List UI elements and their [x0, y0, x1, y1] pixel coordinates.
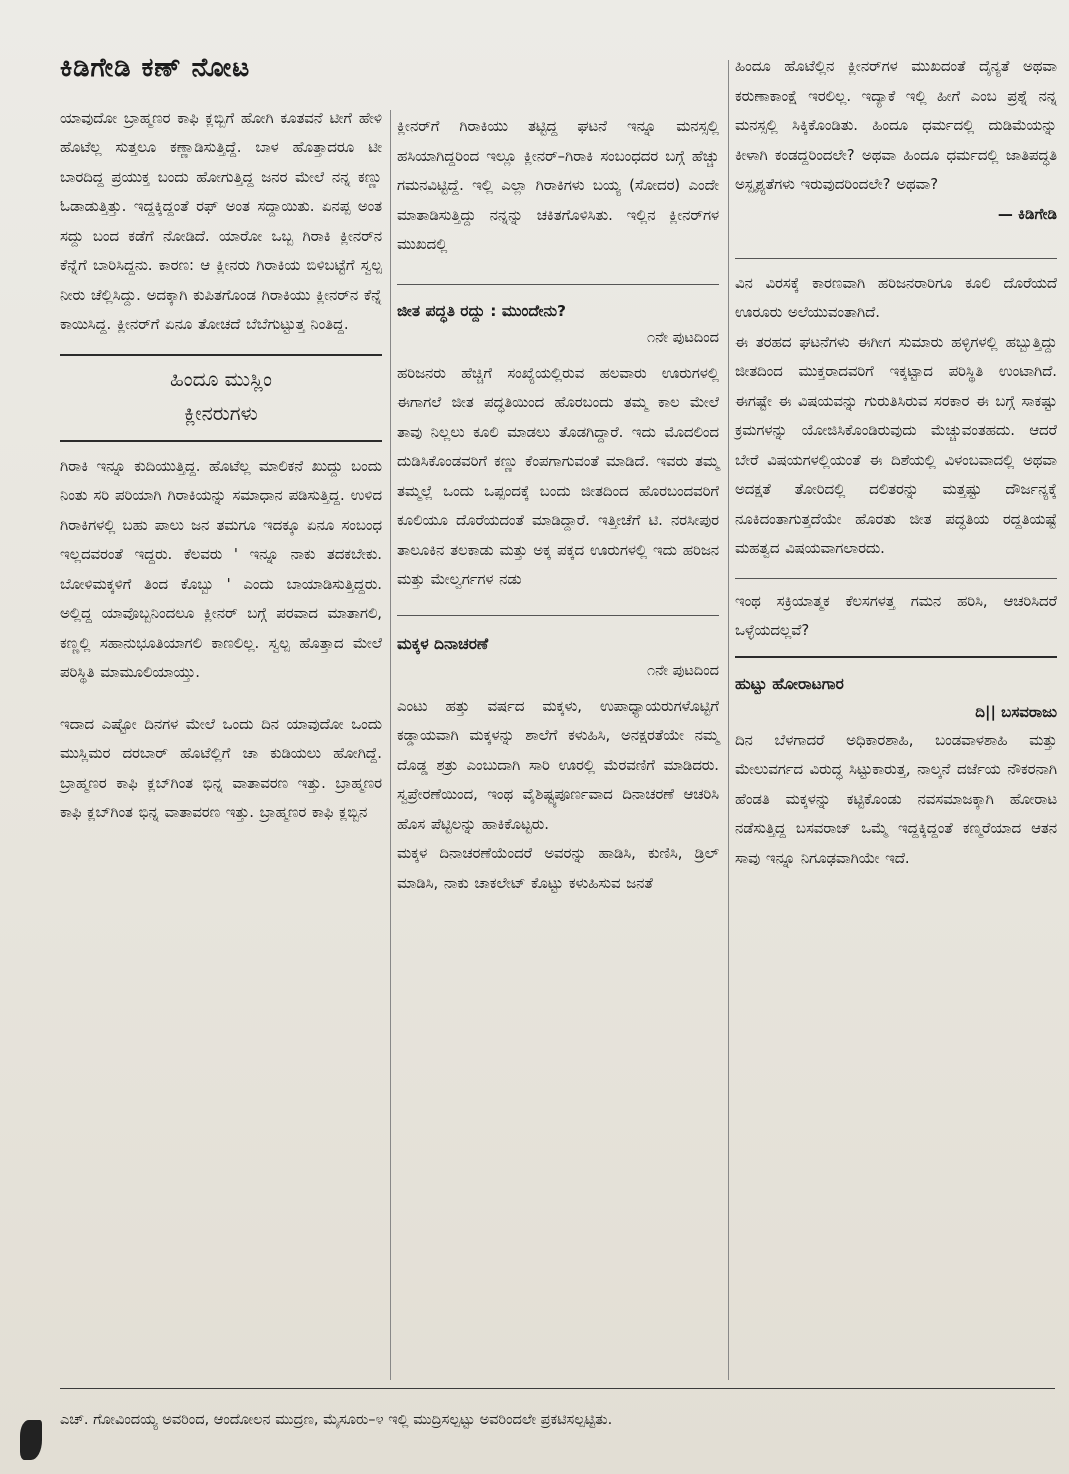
divider	[397, 615, 719, 616]
continued-from: ೧ನೇ ಪುಟದಿಂದ	[647, 329, 719, 346]
article-headline: ಕಿಡಿಗೇಡಿ ಕಣ್ ನೋಟ	[60, 53, 251, 83]
divider	[60, 440, 382, 442]
article-paragraph: ಈ ತರಹದ ಘಟನೆಗಳು ಈಗೀಗ ಸುಮಾರು ಹಳ್ಳಿಗಳಲ್ಲಿ ಹಬ್ಬುತ್ತಿದ್ದು ಜೀತದಿಂದ ಮುಕ್ತರಾದವರಿಗೆ ಇಕ್ಕಟ್ಟಾದ ಪರಿಸ್ಥಿತಿ ಉಂಟಾಗಿದೆ. ಈಗಷ್ಟೇ ಈ ವಿಷಯವನ್ನು ಗುರುತಿಸಿರುವ ಸರಕಾರ ಈ ಬಗ್ಗೆ ಸಾಕಷ್ಟು ಕ್ರಮಗಳನ್ನು ಯೋಜಿಸಿಕೊಂಡಿರುವುದು ಮೆಚ್ಚುವಂತಹದು. ಆದರೆ ಬೇರೆ ವಿಷಯಗಳಲ್ಲಿಯಂತೆ ಈ ದಿಶೆಯಲ್ಲಿ ವಿಳಂಬವಾದಲ್ಲಿ ಅಥವಾ ಅದಕ್ಷತೆ ತೋರಿದಲ್ಲಿ ದಲಿತರನ್ನು ಮತ್ತಷ್ಟು ದೌರ್ಜನ್ಯಕ್ಕೆ ನೂಕಿದಂತಾಗುತ್ತದೆಯೇ ಹೊರತು ಜೀತ ಪದ್ಧತಿಯ ರದ್ದತಿಯಷ್ಟೆ ಮಹತ್ವದ ವಿಷಯವಾಗಲಾರದು.	[735, 333, 1057, 557]
page-stain	[20, 1420, 42, 1460]
section-title-line: ಕ್ಲೀನರುಗಳು	[184, 400, 258, 425]
article-paragraph: ಯಾವುದೋ ಬ್ರಾಹ್ಮಣರ ಕಾಫಿ ಕ್ಲಬ್ಬಿಗೆ ಹೋಗಿ ಕೂತವನೆ ಟೀಗೆ ಹೇಳಿ ಹೊಟೆಲ್ಲ ಸುತ್ತಲೂ ಕಣ್ಣಾಡಿಸುತ್ತಿದ್ದೆ. ಬಾಳ ಹೊತ್ತಾದರೂ ಟೀ ಬಾರದಿದ್ದ ಪ್ರಯುಕ್ತ ಬಂದು ಹೋಗುತ್ತಿದ್ದ ಜನರ ಮೇಲೆ ನನ್ನ ಕಣ್ಣು ಓಡಾಡುತ್ತಿತ್ತು. ಇದ್ದಕ್ಕಿದ್ದಂತೆ ರಫ್ ಅಂತ ಸದ್ದಾಯಿತು. ಏನಪ್ಪ ಅಂತ ಸದ್ದು ಬಂದ ಕಡೆಗೆ ನೋಡಿದೆ. ಯಾರೋ ಒಬ್ಬ ಗಿರಾಕಿ ಕ್ಲೀನರ್‌ನ ಕೆನ್ನೆಗೆ ಬಾರಿಸಿದ್ದನು. ಕಾರಣ: ಆ ಕ್ಲೀನರು ಗಿರಾಕಿಯ ಬಿಳಿಬಟ್ಟೆಗೆ ಸ್ವಲ್ಪ ನೀರು ಚೆಲ್ಲಿಸಿದ್ದು. ಅದಕ್ಕಾಗಿ ಕುಪಿತಗೊಂಡ ಗಿರಾಕಿಯು ಕ್ಲೀನರ್‌ನ ಕೆನ್ನೆ ಕಾಯಿಸಿದ್ದ. ಕ್ಲೀನರ್‌ಗೆ ಏನೂ ತೋಚದೆ ಬೆಬೆಗುಟ್ಟುತ್ತ ನಿಂತಿದ್ದ.	[60, 109, 382, 334]
column-separator	[390, 110, 391, 1380]
article-paragraph: ಎಂಟು ಹತ್ತು ವರ್ಷದ ಮಕ್ಕಳು, ಉಪಾಧ್ಯಾಯರುಗಳೊಟ್ಟಿಗೆ ಕಡ್ಡಾಯವಾಗಿ ಮಕ್ಕಳನ್ನು ಶಾಲೆಗೆ ಕಳುಹಿಸಿ, ಅನಕ್ಷರತೆಯೇ ನಮ್ಮ ದೊಡ್ಡ ಶತ್ರು ಎಂಬುದಾಗಿ ಸಾರಿ ಊರಲ್ಲಿ ಮೆರವಣಿಗೆ ಮಾಡಿದರು. ಸ್ವಪ್ರೇರಣೆಯಿಂದ, ಇಂಥ ವೈಶಿಷ್ಟ್ಯಪೂರ್ಣವಾದ ದಿನಾಚರಣೆ ಆಚರಿಸಿ ಹೊಸ ಪೆಟ್ಟಿಲನ್ನು ಹಾಕಿಕೊಟ್ಟರು.	[397, 697, 719, 833]
article-paragraph: ಇಂಥ ಸಕ್ರಿಯಾತ್ಮಕ ಕೆಲಸಗಳತ್ತ ಗಮನ ಹರಿಸಿ, ಆಚರಿಸಿದರೆ ಒಳ್ಳೆಯದಲ್ಲವೆ?	[735, 592, 1057, 639]
article-paragraph: ದಿನ ಬೆಳಗಾದರೆ ಅಧಿಕಾರಶಾಹಿ, ಬಂಡವಾಳಶಾಹಿ ಮತ್ತು ಮೇಲುವರ್ಗದ ವಿರುದ್ಧ ಸಿಟ್ಟುಕಾರುತ್ತ, ನಾಲ್ಕನೆ ದರ್ಜೆಯ ನೌಕರನಾಗಿ ಹೆಂಡತಿ ಮಕ್ಕಳನ್ನು ಕಟ್ಟಿಕೊಂಡು ನವಸಮಾಜಕ್ಕಾಗಿ ಹೋರಾಟ ನಡೆಸುತ್ತಿದ್ದ ಬಸವರಾಜ್ ಒಮ್ಮೆ ಇದ್ದಕ್ಕಿದ್ದಂತೆ ಕಣ್ಮರೆಯಾದ ಆತನ ಸಾವು ಇನ್ನೂ ನಿಗೂಢವಾಗಿಯೇ ಇದೆ.	[735, 731, 1057, 867]
article-paragraph: ಹಿಂದೂ ಹೊಟೆಲ್ಲಿನ ಕ್ಲೀನರ್‌ಗಳ ಮುಖದಂತೆ ದೈನ್ಯತೆ ಅಥವಾ ಕರುಣಾಕಾಂಕ್ಷೆ ಇರಲಿಲ್ಲ. ಇದ್ಯಾಕೆ ಇಲ್ಲಿ ಹೀಗೆ ಎಂಬ ಪ್ರಶ್ನೆ ನನ್ನ ಮನಸ್ಸಲ್ಲಿ ಸಿಕ್ಕಿಕೊಂಡಿತು. ಹಿಂದೂ ಧರ್ಮದಲ್ಲಿ ದುಡಿಮೆಯನ್ನು ಕೀಳಾಗಿ ಕಂಡದ್ದರಿಂದಲೇ? ಅಥವಾ ಹಿಂದೂ ಧರ್ಮದಲ್ಲಿ ಜಾತಿಪದ್ಧತಿ ಅಸ್ಪೃಶ್ಯತೆಗಳು ಇರುವುದರಿಂದಲೇ? ಅಥವಾ?	[735, 58, 1057, 193]
subarticle-title: ಮಕ್ಕಳ ದಿನಾಚರಣೆ	[397, 634, 489, 653]
column-separator	[728, 60, 729, 1380]
column-3	[735, 52, 1057, 873]
subarticle-title: ಜೀತ ಪದ್ಧತಿ ರದ್ದು : ಮುಂದೇನು?	[397, 301, 567, 320]
article-paragraph: ಹರಿಜನರು ಹೆಚ್ಚಿಗೆ ಸಂಖ್ಯೆಯಲ್ಲಿರುವ ಹಲವಾರು ಊರುಗಳಲ್ಲಿ ಈಗಾಗಲೆ ಜೀತ ಪದ್ಧತಿಯಿಂದ ಹೊರಬಂದು ತಮ್ಮ ಕಾಲ ಮೇಲೆ ತಾವು ನಿಲ್ಲಲು ಕೂಲಿ ಮಾಡಲು ತೊಡಗಿದ್ದಾರೆ. ಇದು ಮೊದಲಿಂದ ದುಡಿಸಿಕೊಂಡವರಿಗೆ ಕಣ್ಣು ಕೆಂಪಗಾಗುವಂತೆ ಮಾಡಿದೆ. ಇವರು ತಮ್ಮ ತಮ್ಮಲ್ಲೆ ಒಂದು ಒಪ್ಪಂದಕ್ಕೆ ಬಂದು ಜೀತದಿಂದ ಹೊರಬಂದವರಿಗೆ ಕೂಲಿಯೂ ದೊರೆಯದಂತೆ ಮಾಡಿದ್ದಾರೆ. ಇತ್ತೀಚೆಗೆ ಟಿ. ನರಸೀಪುರ ತಾಲೂಕಿನ ತಲಕಾಡು ಮತ್ತು ಅಕ್ಕ ಪಕ್ಕದ ಊರುಗಳಲ್ಲಿ ಇದು ಹರಿಜನ ಮತ್ತು ಮೇಲ್ವರ್ಗಗಳ ನಡು	[397, 364, 719, 588]
divider	[735, 656, 1057, 658]
article-paragraph: ಇದಾದ ಎಷ್ಟೋ ದಿನಗಳ ಮೇಲೆ ಒಂದು ದಿನ ಯಾವುದೋ ಒಂದು ಮುಸ್ಲಿಮರ ದರಬಾರ್ ಹೊಟೆಲ್ಲಿಗೆ ಚಾ ಕುಡಿಯಲು ಹೋಗಿದ್ದೆ. ಬ್ರಾಹ್ಮಣರ ಕಾಫಿ ಕ್ಲಬ್‌ಗಿಂತ ಭಿನ್ನ ವಾತಾವರಣ ಇತ್ತು. ಬ್ರಾಹ್ಮಣರ ಕಾಫಿ ಕ್ಲಬ್‌ಗಿಂತ ಭಿನ್ನ ವಾತಾವರಣ ಇತ್ತು. ಬ್ರಾಹ್ಮಣರ ಕಾಫಿ ಕ್ಲಬ್ಬಿನ	[60, 715, 382, 822]
author-signature: — ಕಿಡಿಗೇಡಿ	[997, 204, 1057, 223]
article-paragraph: ಕ್ಲೀನರ್‌ಗೆ ಗಿರಾಕಿಯು ತಟ್ಟಿದ್ದ ಘಟನೆ ಇನ್ನೂ ಮನಸ್ಸಲ್ಲಿ ಹಸಿಯಾಗಿದ್ದರಿಂದ ಇಲ್ಲೂ ಕ್ಲೀನರ್–ಗಿರಾಕಿ ಸಂಬಂಧದರ ಬಗ್ಗೆ ಹೆಚ್ಚು ಗಮನವಿಟ್ಟಿದ್ದೆ. ಇಲ್ಲಿ ಎಲ್ಲಾ ಗಿರಾಕಿಗಳು ಬಯ್ಯ (ಸೋದರ) ಎಂದೇ ಮಾತಾಡಿಸುತ್ತಿದ್ದು ನನ್ನನ್ನು ಚಕಿತಗೊಳಿಸಿತು. ಇಲ್ಲಿನ ಕ್ಲೀನರ್‌ಗಳ ಮುಖದಲ್ಲಿ	[397, 118, 719, 253]
column-2	[397, 112, 719, 898]
subarticle-title: ಹುಟ್ಟು ಹೋರಾಟಗಾರ	[735, 674, 844, 693]
footer-divider	[60, 1388, 1055, 1389]
divider	[735, 578, 1057, 579]
divider	[735, 258, 1057, 259]
subarticle-author: ದಿ|| ಬಸವರಾಜು	[975, 702, 1057, 721]
continued-from: ೧ನೇ ಪುಟದಿಂದ	[647, 662, 719, 679]
imprint-line: ಎಚ್. ಗೋವಿಂದಯ್ಯ ಅವರಿಂದ, ಆಂದೋಲನ ಮುದ್ರಣ, ಮೈಸೂರು–೪ ಇಲ್ಲಿ ಮುದ್ರಿಸಲ್ಪಟ್ಟು ಅವರಿಂದಲೇ ಪ್ರಕಟಿಸಲ್ಪಟ್ಟಿತು.	[60, 1412, 613, 1428]
article-paragraph: ಗಿರಾಕಿ ಇನ್ನೂ ಕುದಿಯುತ್ತಿದ್ದ. ಹೊಟೆಲ್ಲ ಮಾಲಿಕನೆ ಖುದ್ದು ಬಂದು ನಿಂತು ಸರಿ ಪರಿಯಾಗಿ ಗಿರಾಕಿಯನ್ನು ಸಮಾಧಾನ ಪಡಿಸುತ್ತಿದ್ದ. ಉಳಿದ ಗಿರಾಕಿಗಳಲ್ಲಿ ಬಹು ಪಾಲು ಜನ ತಮಗೂ ಇದಕ್ಕೂ ಏನೂ ಸಂಬಂಧ ಇಲ್ಲದವರಂತೆ ಇದ್ದರು. ಕೆಲವರು ' ಇನ್ನೂ ನಾಕು ತದಕಬೇಕು. ಬೋಳಿಮಕ್ಕಳಿಗೆ ತಿಂದ ಕೊಬ್ಬು ' ಎಂದು ಬಾಯಾಡಿಸುತ್ತಿದ್ದರು. ಅಲ್ಲಿದ್ದ ಯಾವೊಬ್ಬನಿಂದಲೂ ಕ್ಲೀನರ್ ಬಗ್ಗೆ ಪರವಾದ ಮಾತಾಗಲಿ, ಕಣ್ಣಲ್ಲಿ ಸಹಾನುಭೂತಿಯಾಗಲಿ ಕಾಣಲಿಲ್ಲ. ಸ್ವಲ್ಪ ಹೊತ್ತಾದ ಮೇಲೆ ಪರಿಸ್ಥಿತಿ ಮಾಮೂಲಿಯಾಯ್ತು.	[60, 457, 382, 682]
column-1	[60, 52, 382, 828]
divider	[60, 354, 382, 356]
section-title-line: ಹಿಂದೂ ಮುಸ್ಲಿಂ	[170, 366, 272, 391]
article-paragraph: ವಿನ ವಿರಸಕ್ಕೆ ಕಾರಣವಾಗಿ ಹರಿಜನರಾರಿಗೂ ಕೂಲಿ ದೊರೆಯದೆ ಊರೂರು ಅಲೆಯುವಂತಾಗಿದೆ.	[735, 274, 1057, 321]
divider	[397, 284, 719, 285]
article-paragraph: ಮಕ್ಕಳ ದಿನಾಚರಣೆಯೆಂದರೆ ಅವರನ್ನು ಹಾಡಿಸಿ, ಕುಣಿಸಿ, ಡ್ರಿಲ್ ಮಾಡಿಸಿ, ನಾಕು ಚಾಕಲೇಟ್ ಕೊಟ್ಟು ಕಳುಹಿಸುವ ಜನತೆ	[397, 845, 719, 892]
section-title	[60, 362, 382, 430]
